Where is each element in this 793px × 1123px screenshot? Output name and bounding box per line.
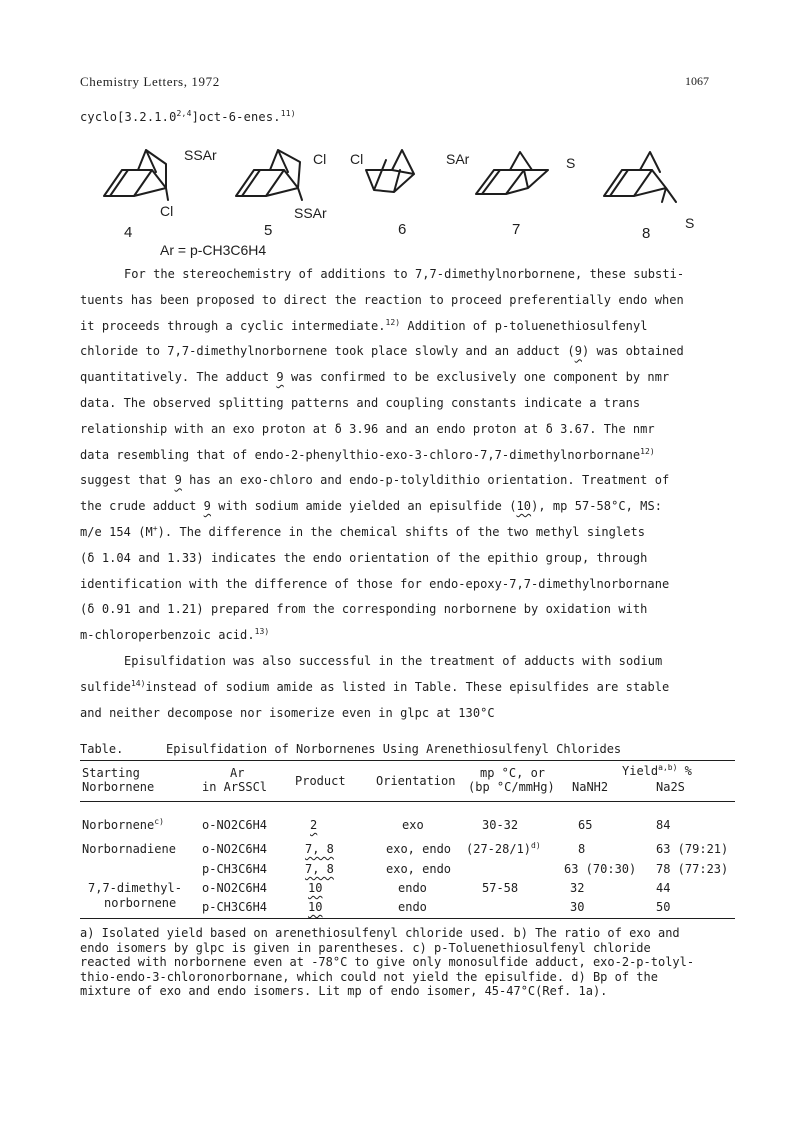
row5-nanh2: 30 xyxy=(570,900,585,914)
header-orientation: Orientation xyxy=(376,774,456,788)
para2-line-2 xyxy=(80,675,730,701)
para1-line-9 xyxy=(80,468,730,494)
table-caption xyxy=(80,742,621,756)
para1-line-14: (δ 0.91 and 1.21) prepared from the corresponding norbornene by oxidation with xyxy=(80,602,648,617)
para1-line-13: identification with the difference of those for endo-epoxy-7,7-dimethylnorbornane xyxy=(80,576,670,591)
text-span: Norbornene xyxy=(82,818,155,832)
page-header xyxy=(80,74,709,94)
structure-5 xyxy=(236,150,302,200)
para1-line-6: data. The observed splitting patterns and coupling constants indicate a trans xyxy=(80,395,641,410)
struct-6-cl-label: Cl xyxy=(350,151,364,167)
table-title: Episulfidation of Norbornenes Using Arenethiosulfenyl Chlorides xyxy=(166,742,622,756)
structure-4 xyxy=(104,150,168,200)
para1-line-5 xyxy=(80,365,730,391)
text-span: has an exo-chloro and endo-p-tolyldithio orientation. Treatment of xyxy=(181,473,670,488)
text-span: data resembling that of endo-2-phenylthio-exo-3-chloro-7,7-dimethylnorbornane xyxy=(80,447,641,462)
opening-text-end: ]oct-6-enes. xyxy=(191,110,281,124)
struct-5-ssar-label: SSAr xyxy=(294,205,327,221)
row2-ar: o-NO2C6H4 xyxy=(202,842,268,856)
text-span: quantitatively. The adduct xyxy=(80,370,277,385)
row1-product: 2 xyxy=(310,818,318,832)
compound-number: 9 xyxy=(574,344,582,359)
row3-nanh2: 63 (70:30) xyxy=(564,862,637,876)
yield-percent: % xyxy=(684,764,692,778)
text-span: was confirmed to be exclusively one component by nmr xyxy=(283,370,670,385)
row5-na2s: 50 xyxy=(656,900,671,914)
text-span: (27-28/1) xyxy=(466,842,532,856)
reference-11: 11) xyxy=(280,109,296,118)
page-number: 1067 xyxy=(685,74,709,88)
text-span: it proceeds through a cyclic intermediate. xyxy=(80,318,386,333)
para1-line-15 xyxy=(80,623,730,649)
table-label: Table. xyxy=(80,742,124,756)
text-span: ) was obtained xyxy=(581,344,684,359)
footnote-line-4: thio-endo-3-chloronorbornane, which could not yield the episulfide. d) Bp of the xyxy=(80,969,658,984)
reference-12: 12) xyxy=(640,446,655,456)
para1-line-7: relationship with an exo proton at δ 3.96 and an endo proton at δ 3.67. The nmr xyxy=(80,421,655,436)
row4-nanh2: 32 xyxy=(570,881,585,895)
footnote-d-mark: d) xyxy=(531,841,541,850)
text-span: suggest that xyxy=(80,473,175,488)
struct-4-cl-label: Cl xyxy=(160,203,174,219)
text-span: sulfide xyxy=(80,679,131,694)
text-span: m/e 154 (M xyxy=(80,524,153,539)
para1-line-2: tuents has been proposed to direct the reaction to proceed preferentially endo when xyxy=(80,292,684,307)
text-span: ). The difference in the chemical shifts of the two methyl singlets xyxy=(157,524,646,539)
header-na2s: Na2S xyxy=(656,780,685,794)
row5-start: norbornene xyxy=(104,896,177,910)
struct-5-number: 5 xyxy=(264,222,273,239)
para2-line-3: and neither decompose nor isomerize even in glpc at 130°C xyxy=(80,705,495,720)
row1-mp: 30-32 xyxy=(482,818,519,832)
header-yield xyxy=(622,764,692,778)
para1-line-1: For the stereochemistry of additions to 7,7-dimethylnorbornene, these substi- xyxy=(124,267,685,281)
row1-na2s: 84 xyxy=(656,818,671,832)
reference-14: 14) xyxy=(130,678,146,688)
table-header-rule xyxy=(80,801,735,802)
text-span: ), mp 57-58°C, MS: xyxy=(531,499,663,514)
article-body xyxy=(80,262,730,726)
struct-6-sar-label: SAr xyxy=(446,151,470,167)
structure-6 xyxy=(366,150,414,192)
row2-na2s: 63 (79:21) xyxy=(656,842,729,856)
row5-orientation: endo xyxy=(398,900,427,914)
header-mp: mp °C, or xyxy=(480,766,546,780)
row4-na2s: 44 xyxy=(656,881,671,895)
text-span: with sodium amide yielded an episulfide ( xyxy=(210,499,517,514)
text-span: Addition of p-toluenethiosulfenyl xyxy=(400,318,648,333)
footnote-line-2: endo isomers by glpc is given in parentheses. c) p-Toluenethiosulfenyl chloride xyxy=(80,940,651,955)
struct-8-s-label: S xyxy=(685,215,695,231)
para2-line-1: Episulfidation was also successful in the treatment of adducts with sodium xyxy=(124,653,663,668)
compound-number: 9 xyxy=(203,499,211,514)
header-starting: Starting xyxy=(82,766,140,780)
row3-na2s: 78 (77:23) xyxy=(656,862,729,876)
opening-text: cyclo[3.2.1.0 xyxy=(80,110,177,124)
reference-12: 12) xyxy=(385,317,401,327)
para1-line-3 xyxy=(80,314,730,340)
structure-scheme xyxy=(96,140,716,270)
structure-8 xyxy=(604,152,676,202)
header-nanh2: NaNH2 xyxy=(572,780,609,794)
row5-ar: p-CH3C6H4 xyxy=(202,900,268,914)
struct-7-s-label: S xyxy=(566,155,576,171)
compound-number: 10 xyxy=(516,499,532,514)
row4-start: 7,7-dimethyl- xyxy=(88,881,182,895)
journal-name: Chemistry Letters, 1972 xyxy=(80,74,220,89)
para1-line-11 xyxy=(80,520,730,546)
row5-product: 10 xyxy=(308,900,323,914)
row2-mp xyxy=(466,842,541,856)
struct-6-number: 6 xyxy=(398,221,407,238)
footnote-line-1: a) Isolated yield based on arenethiosulfenyl chloride used. b) The ratio of exo and xyxy=(80,926,680,940)
struct-8-number: 8 xyxy=(642,225,651,242)
row2-orientation: exo, endo xyxy=(386,842,452,856)
row1-ar: o-NO2C6H4 xyxy=(202,818,268,832)
row4-product: 10 xyxy=(308,881,323,895)
text-span: the crude adduct xyxy=(80,499,204,514)
footnote-c-mark: c) xyxy=(154,817,164,826)
row2-product: 7, 8 xyxy=(305,842,334,856)
row2-nanh2: 8 xyxy=(578,842,586,856)
superscript: + xyxy=(152,523,158,533)
footnote-line-3: reacted with norbornene even at -78°C to give only monosulfide adduct, exo-2-p-tolyl- xyxy=(80,955,695,969)
header-product: Product xyxy=(295,774,346,788)
reference-13: 13) xyxy=(254,627,270,637)
table-top-rule xyxy=(80,760,735,761)
struct-5-cl-label: Cl xyxy=(313,151,327,167)
text-span: chloride to 7,7-dimethylnorbornene took place slowly and an adduct ( xyxy=(80,344,575,359)
para1-line-12: (δ 1.04 and 1.33) indicates the endo orientation of the epithio group, through xyxy=(80,550,648,565)
table-bottom-rule xyxy=(80,918,735,919)
row3-product: 7, 8 xyxy=(305,862,334,876)
yield-superscript: a,b) xyxy=(658,763,678,772)
row4-orientation: endo xyxy=(398,881,427,895)
row4-mp: 57-58 xyxy=(482,881,519,895)
compound-number: 9 xyxy=(276,370,284,385)
struct-4-ssar-label: SSAr xyxy=(184,147,217,163)
text-span: m-chloroperbenzoic acid. xyxy=(80,628,255,643)
struct-7-number: 7 xyxy=(512,221,521,238)
row1-nanh2: 65 xyxy=(578,818,593,832)
struct-4-number: 4 xyxy=(124,224,133,241)
yield-text: Yield xyxy=(622,764,659,778)
para1-line-4 xyxy=(80,339,730,365)
row3-ar: p-CH3C6H4 xyxy=(202,862,268,876)
text-span: instead of sodium amide as listed in Table. These episulfides are stable xyxy=(145,679,670,694)
row1-orientation: exo xyxy=(402,818,424,832)
row4-ar: o-NO2C6H4 xyxy=(202,881,268,895)
para1-line-10 xyxy=(80,494,730,520)
ar-definition: Ar = p-CH3C6H4 xyxy=(160,242,267,258)
opening-superscript: 2,4 xyxy=(176,109,192,118)
opening-line xyxy=(80,110,296,124)
compound-number: 9 xyxy=(174,473,182,488)
header-ar: Ar xyxy=(230,766,245,780)
structure-7 xyxy=(476,152,548,194)
header-norbornene: Norbornene xyxy=(82,780,155,794)
footnote-line-5: mixture of exo and endo isomers. Lit mp of endo isomer, 45-47°C(Ref. 1a). xyxy=(80,984,608,998)
row2-start: Norbornadiene xyxy=(82,842,176,856)
table-footnotes xyxy=(80,926,740,999)
header-arsscl: in ArSSCl xyxy=(202,780,268,794)
header-bp: (bp °C/mmHg) xyxy=(468,780,555,794)
row3-orientation: exo, endo xyxy=(386,862,452,876)
para1-line-8 xyxy=(80,443,730,469)
row1-start xyxy=(82,818,164,832)
